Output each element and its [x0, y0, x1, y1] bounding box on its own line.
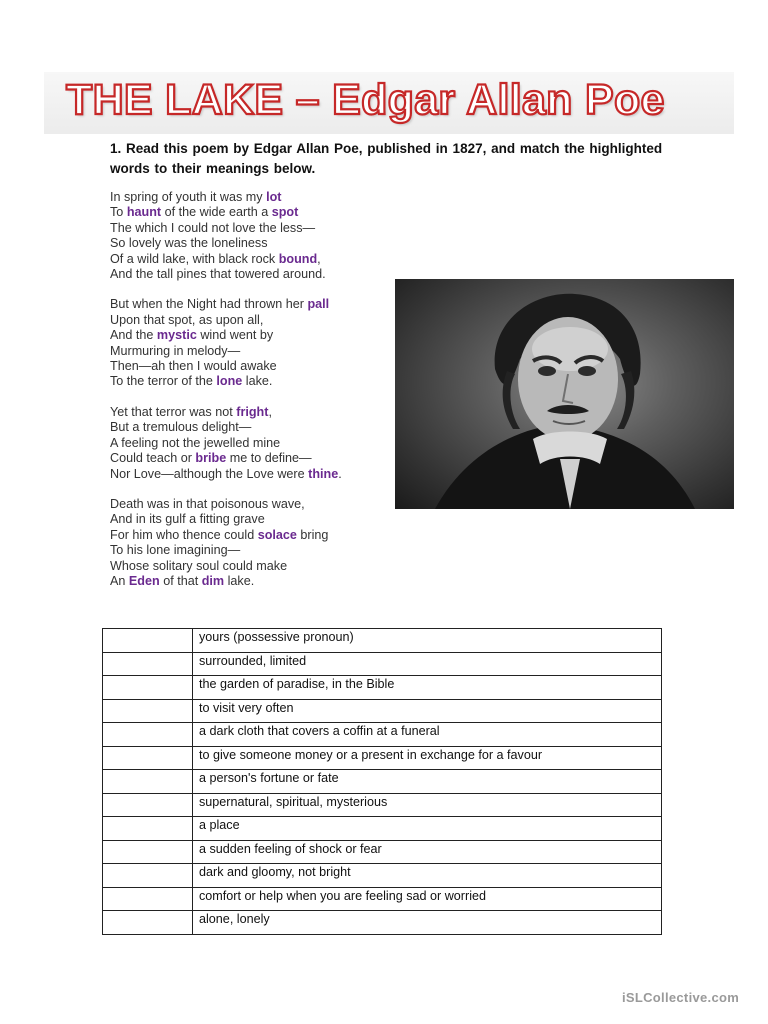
- highlighted-word: mystic: [156, 328, 197, 343]
- poem-line: [110, 451, 400, 466]
- meaning-cell: dark and gloomy, not bright: [193, 864, 662, 888]
- answer-cell[interactable]: [103, 723, 193, 747]
- poem-line: [110, 344, 400, 359]
- poem-text-segment: ,: [268, 404, 272, 419]
- highlighted-word: bribe: [195, 451, 227, 466]
- meaning-cell: a person's fortune or fate: [193, 770, 662, 794]
- poem-text-segment: Yet that terror was not: [110, 404, 237, 419]
- poem-text-segment: To the terror of the: [110, 374, 217, 389]
- table-row: [103, 911, 662, 935]
- poem-text-segment: And the tall pines that towered around.: [110, 267, 326, 282]
- poem-line: [110, 252, 400, 267]
- poem-line: [110, 236, 400, 251]
- highlighted-word: Eden: [128, 573, 160, 588]
- meaning-cell: supernatural, spiritual, mysterious: [193, 793, 662, 817]
- poem-line: [110, 559, 400, 574]
- meaning-cell: to visit very often: [193, 699, 662, 723]
- poem-line: [110, 328, 400, 343]
- table-row: [103, 723, 662, 747]
- poem-text-segment: In spring of youth it was my: [110, 190, 267, 204]
- answer-cell[interactable]: [103, 629, 193, 653]
- poem-line: [110, 574, 400, 589]
- highlighted-word: haunt: [126, 205, 162, 220]
- poem-text: [110, 190, 400, 604]
- poem-line: [110, 190, 400, 205]
- poem-text-segment: But a tremulous delight—: [110, 420, 252, 435]
- poem-text-segment: For him who thence could: [110, 527, 258, 542]
- poem-text-segment: So lovely was the loneliness: [110, 236, 268, 251]
- poem-text-segment: lake.: [224, 573, 255, 588]
- answer-cell[interactable]: [103, 746, 193, 770]
- poem-line: [110, 543, 400, 558]
- poem-text-segment: But when the Night had thrown her: [110, 297, 308, 312]
- answer-cell[interactable]: [103, 817, 193, 841]
- poem-stanza: [110, 405, 400, 482]
- answer-cell[interactable]: [103, 840, 193, 864]
- site-watermark: iSLCollective.com: [622, 990, 740, 1005]
- poem-text-segment: of that: [159, 573, 202, 588]
- poem-line: [110, 221, 400, 236]
- poem-text-segment: To: [110, 205, 127, 220]
- table-row: [103, 699, 662, 723]
- poem-text-segment: Nor Love—although the Love were: [110, 466, 309, 481]
- answer-cell[interactable]: [103, 770, 193, 794]
- meaning-cell: a place: [193, 817, 662, 841]
- poem-stanza: [110, 297, 400, 389]
- answer-cell[interactable]: [103, 793, 193, 817]
- table-row: [103, 746, 662, 770]
- poem-text-segment: To his lone imagining—: [110, 543, 241, 558]
- worksheet-title: THE LAKE – Edgar Allan Poe: [66, 76, 665, 124]
- meaning-cell: yours (possessive pronoun): [193, 629, 662, 653]
- meaning-cell: to give someone money or a present in exchange for a favour: [193, 746, 662, 770]
- poem-text-segment: Murmuring in melody—: [110, 343, 241, 358]
- highlighted-word: dim: [201, 573, 225, 588]
- answer-cell[interactable]: [103, 887, 193, 911]
- meaning-cell: alone, lonely: [193, 911, 662, 935]
- poem-line: [110, 405, 400, 420]
- table-row: [103, 676, 662, 700]
- poem-stanza: [110, 190, 400, 282]
- table-row: [103, 652, 662, 676]
- portrait-drawing: [395, 279, 734, 509]
- poem-line: [110, 205, 400, 220]
- poem-text-segment: of the wide earth a: [161, 205, 272, 220]
- answer-cell[interactable]: [103, 652, 193, 676]
- answer-cell[interactable]: [103, 864, 193, 888]
- table-row: [103, 817, 662, 841]
- table-row: [103, 840, 662, 864]
- poem-line: [110, 297, 400, 312]
- poem-text-segment: Upon that spot, as upon all,: [110, 312, 264, 327]
- poem-text-segment: wind went by: [196, 328, 274, 343]
- exercise-instruction: 1. Read this poem by Edgar Allan Poe, published in 1827, and match the highlighted words to their meanings below.: [110, 141, 663, 176]
- meaning-cell: a sudden feeling of shock or fear: [193, 840, 662, 864]
- matching-table: [102, 628, 662, 935]
- answer-cell[interactable]: [103, 676, 193, 700]
- poem-line: [110, 420, 400, 435]
- highlighted-word: bound: [278, 251, 318, 266]
- poem-text-segment: Whose solitary soul could make: [110, 558, 288, 573]
- poem-line: [110, 497, 400, 512]
- poem-stanza: [110, 497, 400, 589]
- table-row: [103, 887, 662, 911]
- poem-text-segment: A feeling not the jewelled mine: [110, 435, 281, 450]
- poem-text-segment: bring: [296, 527, 329, 542]
- poem-line: [110, 512, 400, 527]
- poem-text-segment: And in its gulf a fitting grave: [110, 512, 265, 527]
- poem-line: [110, 436, 400, 451]
- table-row: [103, 864, 662, 888]
- poe-portrait-image: [395, 279, 734, 509]
- meaning-cell: surrounded, limited: [193, 652, 662, 676]
- highlighted-word: lot: [266, 190, 282, 204]
- poem-line: [110, 359, 400, 374]
- highlighted-word: fright: [236, 404, 269, 419]
- poem-text-segment: lake.: [242, 374, 273, 389]
- poem-text-segment: Death was in that poisonous wave,: [110, 496, 305, 511]
- meaning-cell: a dark cloth that covers a coffin at a funeral: [193, 723, 662, 747]
- poem-text-segment: And the: [110, 328, 157, 343]
- poem-line: [110, 528, 400, 543]
- poem-text-segment: Could teach or: [110, 451, 196, 466]
- poem-line: [110, 374, 400, 389]
- poem-text-segment: Then—ah then I would awake: [110, 359, 277, 374]
- table-row: [103, 793, 662, 817]
- meaning-cell: comfort or help when you are feeling sad or worried: [193, 887, 662, 911]
- answer-cell[interactable]: [103, 911, 193, 935]
- highlighted-word: spot: [271, 205, 299, 220]
- poem-text-segment: me to define—: [226, 451, 312, 466]
- poem-text-segment: The which I could not love the less—: [110, 220, 316, 235]
- highlighted-word: lone: [216, 374, 243, 389]
- highlighted-word: solace: [257, 527, 297, 542]
- table-row: [103, 629, 662, 653]
- poem-text-segment: An: [110, 573, 129, 588]
- highlighted-word: pall: [307, 297, 330, 312]
- poem-text-segment: .: [338, 466, 342, 481]
- table-row: [103, 770, 662, 794]
- poem-text-segment: ,: [317, 251, 321, 266]
- meaning-cell: the garden of paradise, in the Bible: [193, 676, 662, 700]
- poem-line: [110, 267, 400, 282]
- poem-text-segment: Of a wild lake, with black rock: [110, 251, 279, 266]
- highlighted-word: thine: [308, 466, 339, 481]
- poem-line: [110, 313, 400, 328]
- poem-line: [110, 467, 400, 482]
- answer-cell[interactable]: [103, 699, 193, 723]
